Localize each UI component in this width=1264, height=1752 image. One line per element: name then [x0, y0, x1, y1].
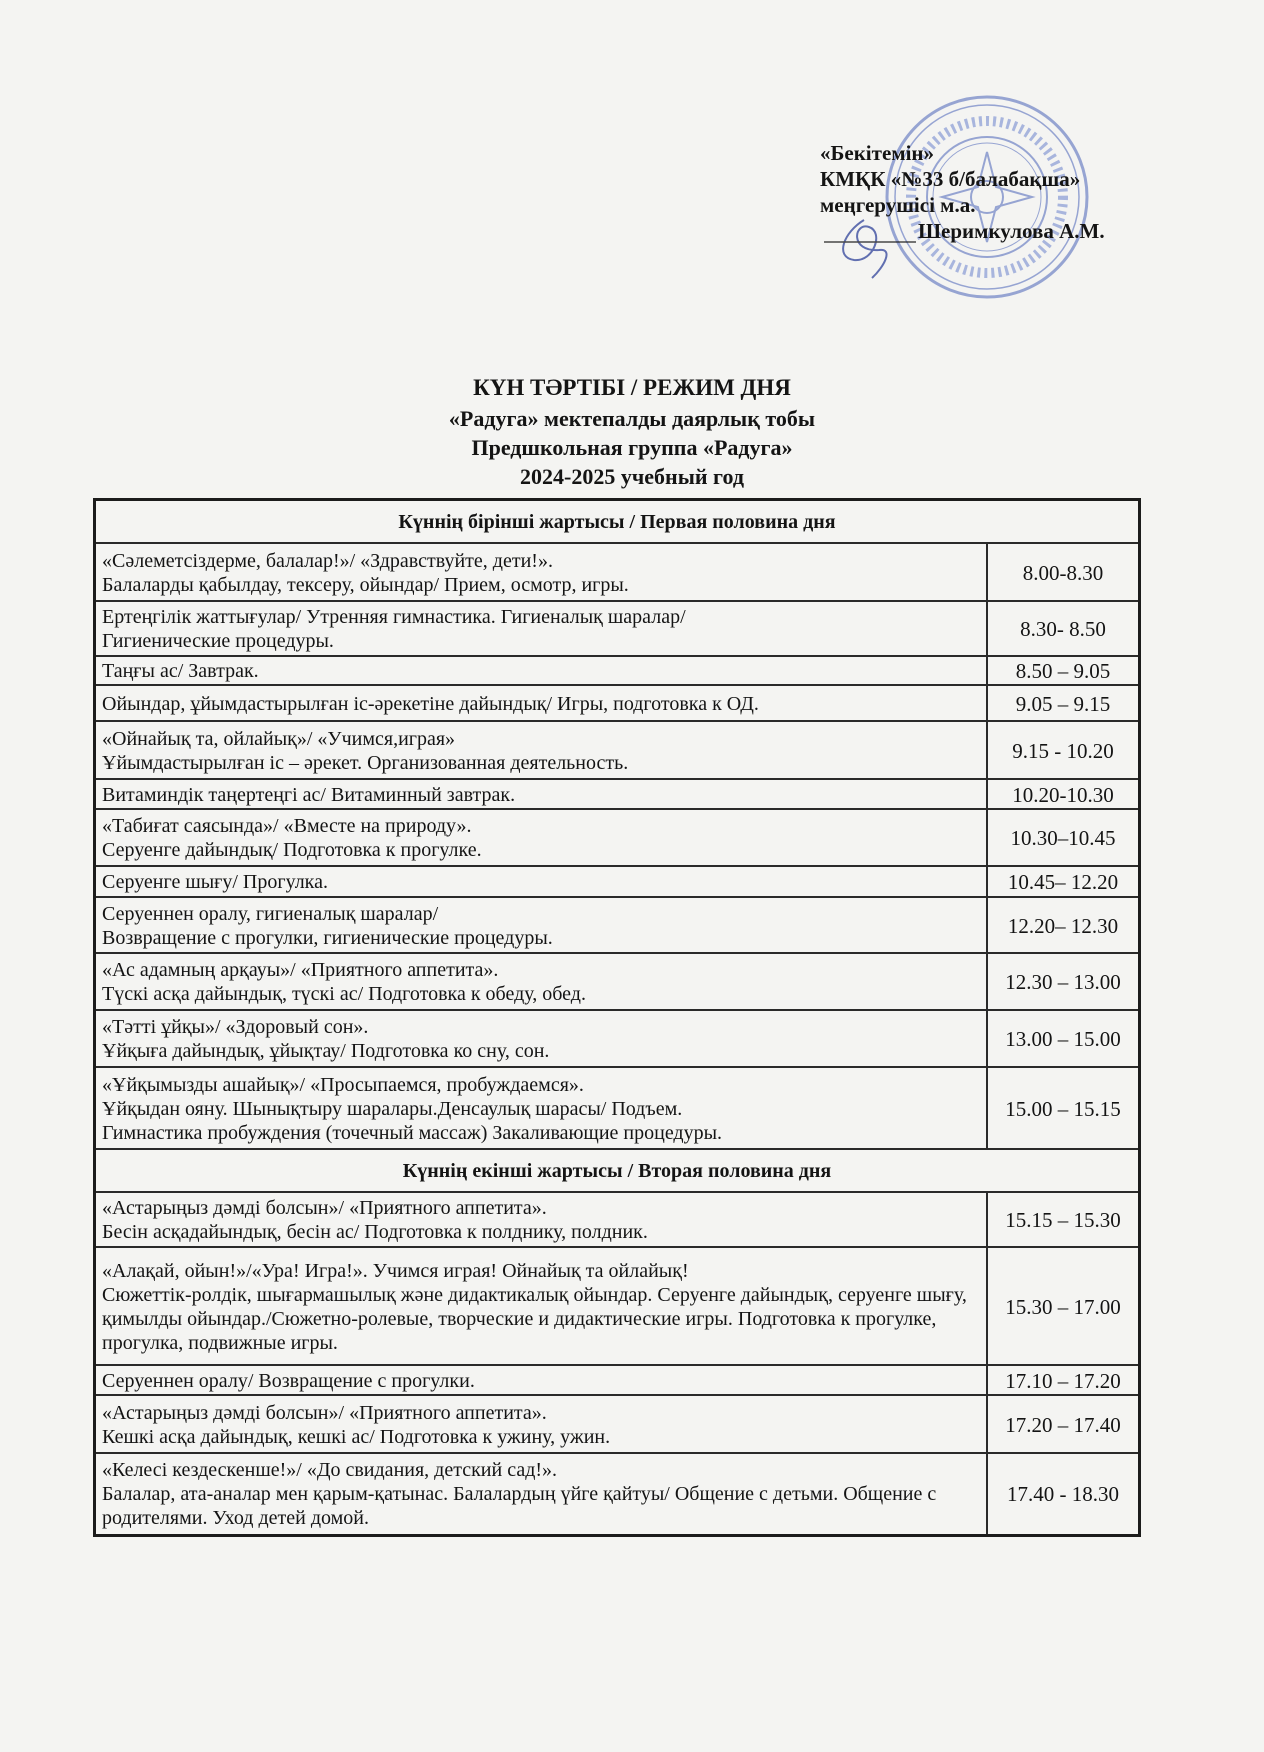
table-row: [95, 656, 1140, 685]
time-cell: 8.00-8.30: [987, 543, 1140, 601]
time-cell: 12.20– 12.30: [987, 897, 1140, 953]
table-row: [95, 897, 1140, 953]
time-cell: 8.50 – 9.05: [987, 656, 1140, 685]
approval-block: [820, 140, 1105, 244]
activity-cell: «Келесі кездескенше!»/ «До свидания, детский сад!». Балалар, ата-аналар мен қарым-қатынас. Балалардың үйге қайтуы/ Общение с детьми. Общение с родителями. Уход детей домой.: [95, 1453, 988, 1535]
activity-cell: Ертеңгілік жаттығулар/ Утренняя гимнастика. Гигиеналық шаралар/ Гигиенические процедуры.: [95, 601, 988, 656]
table-row: [95, 1247, 1140, 1365]
section-title: Күннің екінші жартысы / Вторая половина дня: [95, 1149, 1140, 1192]
table-row: [95, 721, 1140, 779]
section-title: Күннің бірінші жартысы / Первая половина дня: [95, 500, 1140, 544]
table-row: [95, 1453, 1140, 1535]
schedule-table: [93, 498, 1141, 1537]
academic-year: 2024-2025 учебный год: [520, 464, 744, 489]
activity-cell: «Астарыңыз дәмді болсын»/ «Приятного аппетита». Бесін асқадайындық, бесін ас/ Подготовка к полднику, полдник.: [95, 1192, 988, 1247]
time-cell: 12.30 – 13.00: [987, 953, 1140, 1010]
approval-signatory: Шеримкулова А.М.: [918, 219, 1105, 243]
table-row: [95, 779, 1140, 809]
time-cell: 13.00 – 15.00: [987, 1010, 1140, 1067]
time-cell: 15.30 – 17.00: [987, 1247, 1140, 1365]
activity-cell: «Астарыңыз дәмді болсын»/ «Приятного аппетита». Кешкі асқа дайындық, кешкі ас/ Подготовка к ужину, ужин.: [95, 1395, 988, 1453]
page-title: КҮН ТӘРТІБІ / РЕЖИМ ДНЯ: [473, 375, 791, 400]
document-heading: [0, 372, 1264, 491]
activity-cell: «Ас адамның арқауы»/ «Приятного аппетита». Түскі асқа дайындық, түскі ас/ Подготовка к обеду, обед.: [95, 953, 988, 1010]
time-cell: 8.30- 8.50: [987, 601, 1140, 656]
time-cell: 10.20-10.30: [987, 779, 1140, 809]
activity-cell: «Ойнайық та, ойлайық»/ «Учимся,играя» Ұйымдастырылған іс – әрекет. Организованная деятельность.: [95, 721, 988, 779]
activity-cell: Серуеннен оралу/ Возвращение с прогулки.: [95, 1365, 988, 1395]
activity-cell: «Алақай, ойын!»/«Ура! Игра!». Учимся играя! Ойнайық та ойлайық! Сюжеттік-ролдік, шығармашылық және дидактикалық ойындар. Серуенге дайындық, серуенге шығу, қимылды ойындар./Сюжетно-ролевые, творческие и дидактические игры. Подготовка к прогулке, прогулка, подвижные игры.: [95, 1247, 988, 1365]
time-cell: 10.30–10.45: [987, 809, 1140, 866]
time-cell: 15.00 – 15.15: [987, 1067, 1140, 1149]
table-row: [95, 809, 1140, 866]
table-row: [95, 953, 1140, 1010]
subtitle-kz: «Радуга» мектепалды даярлық тобы: [448, 406, 816, 431]
time-cell: 17.10 – 17.20: [987, 1365, 1140, 1395]
activity-cell: Серуеннен оралу, гигиеналық шаралар/ Возвращение с прогулки, гигиенические процедуры.: [95, 897, 988, 953]
time-cell: 9.15 - 10.20: [987, 721, 1140, 779]
section-header-row: [95, 1149, 1140, 1192]
activity-cell: «Табиғат саясында»/ «Вместе на природу». Серуенге дайындық/ Подготовка к прогулке.: [95, 809, 988, 866]
time-cell: 9.05 – 9.15: [987, 685, 1140, 721]
activity-cell: Таңғы ас/ Завтрак.: [95, 656, 988, 685]
table-row: [95, 1192, 1140, 1247]
table-row: [95, 866, 1140, 897]
activity-cell: Ойындар, ұйымдастырылған іс-әрекетіне дайындық/ Игры, подготовка к ОД.: [95, 685, 988, 721]
table-row: [95, 685, 1140, 721]
activity-cell: Витаминдік таңертеңгі ас/ Витаминный завтрак.: [95, 779, 988, 809]
table-row: [95, 1395, 1140, 1453]
subtitle-ru: Предшкольная группа «Радуга»: [471, 435, 793, 460]
time-cell: 17.20 – 17.40: [987, 1395, 1140, 1453]
activity-cell: «Тәтті ұйқы»/ «Здоровый сон». Ұйқыға дайындық, ұйықтау/ Подготовка ко сну, сон.: [95, 1010, 988, 1067]
table-row: [95, 1010, 1140, 1067]
time-cell: 17.40 - 18.30: [987, 1453, 1140, 1535]
approval-organization: КМҚК «№33 б/балабақша»: [820, 167, 1081, 191]
table-row: [95, 543, 1140, 601]
table-row: [95, 1067, 1140, 1149]
approval-position: меңгерушісі м.а.: [820, 193, 976, 217]
approval-label: «Бекітемін»: [820, 141, 935, 165]
time-cell: 10.45– 12.20: [987, 866, 1140, 897]
activity-cell: «Ұйқымызды ашайық»/ «Просыпаемся, пробуждаемся». Ұйқыдан ояну. Шынықтыру шаралары.Денсаулық шарасы/ Подъем. Гимнастика пробуждения (точечный массаж) Закаливающие процедуры.: [95, 1067, 988, 1149]
activity-cell: «Сәлеметсіздерме, балалар!»/ «Здравствуйте, дети!». Балаларды қабылдау, тексеру, ойындар/ Прием, осмотр, игры.: [95, 543, 988, 601]
section-header-row: [95, 500, 1140, 544]
table-row: [95, 1365, 1140, 1395]
activity-cell: Серуенге шығу/ Прогулка.: [95, 866, 988, 897]
time-cell: 15.15 – 15.30: [987, 1192, 1140, 1247]
table-row: [95, 601, 1140, 656]
